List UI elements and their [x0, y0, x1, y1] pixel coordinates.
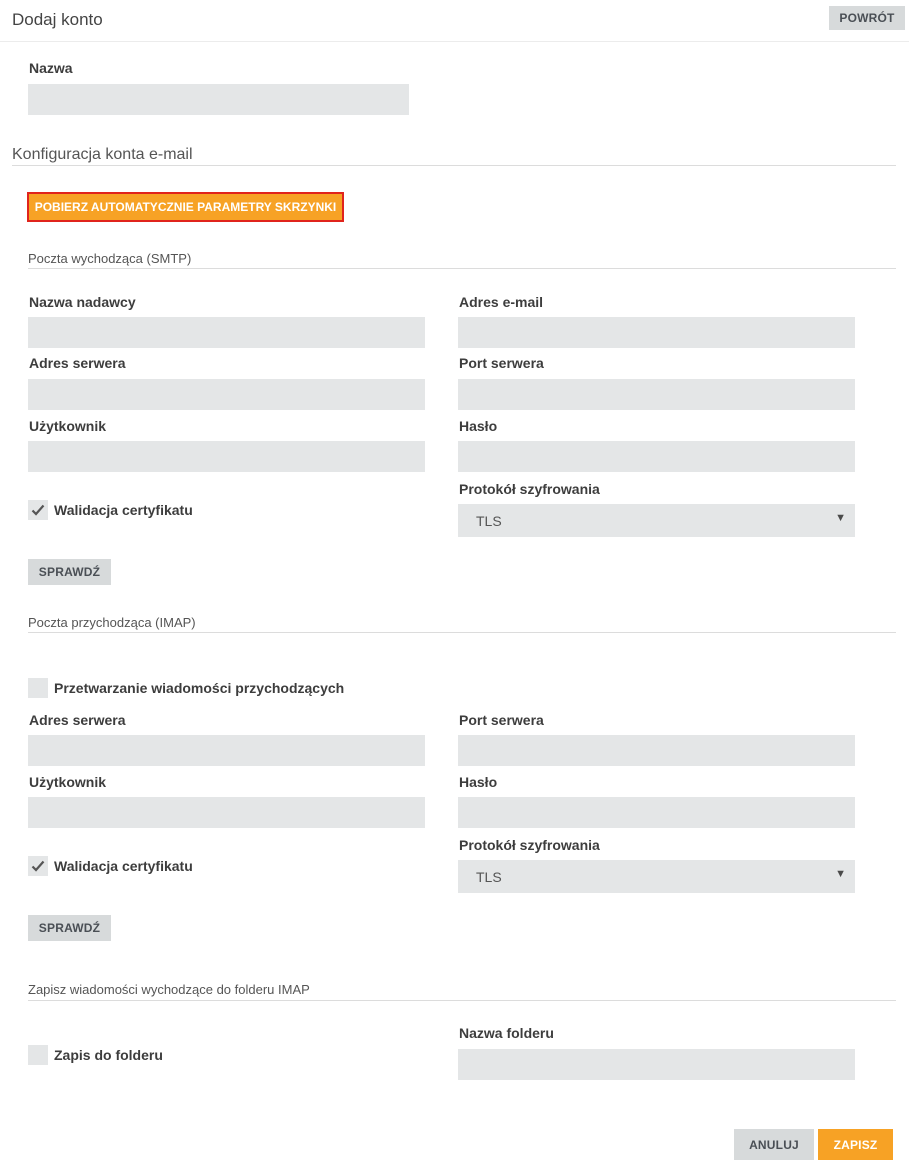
- smtp-protocol-value: TLS: [476, 512, 502, 529]
- smtp-email-input[interactable]: [458, 317, 855, 348]
- smtp-cert-label: Walidacja certyfikatu: [54, 502, 193, 518]
- imap-check-button[interactable]: SPRAWDŹ: [28, 915, 111, 941]
- email-config-divider: [12, 165, 896, 166]
- imap-cert-checkbox-box[interactable]: [28, 856, 48, 876]
- save-button[interactable]: ZAPISZ: [818, 1129, 893, 1160]
- smtp-check-button[interactable]: SPRAWDŹ: [28, 559, 111, 585]
- imap-section-title: Poczta przychodząca (IMAP): [28, 615, 196, 630]
- dropdown-arrow-icon: ▼: [835, 512, 846, 524]
- page-title: Dodaj konto: [12, 10, 103, 29]
- smtp-server-input[interactable]: [28, 379, 425, 410]
- imap-protocol-label: Protokół szyfrowania: [459, 837, 600, 853]
- folder-name-label: Nazwa folderu: [459, 1025, 554, 1041]
- imap-port-input[interactable]: [458, 735, 855, 766]
- smtp-divider: [28, 268, 896, 269]
- smtp-protocol-select[interactable]: [458, 504, 855, 537]
- smtp-sender-name-input[interactable]: [28, 317, 425, 348]
- header-divider: [0, 41, 909, 42]
- folder-name-input[interactable]: [458, 1049, 855, 1080]
- save-folder-divider: [28, 1000, 896, 1001]
- imap-process-label: Przetwarzanie wiadomości przychodzących: [54, 680, 345, 696]
- smtp-cert-validation-checkbox[interactable]: [28, 500, 193, 520]
- smtp-server-label: Adres serwera: [29, 355, 126, 371]
- smtp-port-label: Port serwera: [459, 355, 544, 371]
- save-folder-section-title: Zapisz wiadomości wychodzące do folderu IMAP: [28, 982, 310, 997]
- smtp-sender-name-label: Nazwa nadawcy: [29, 294, 136, 310]
- checkmark-icon: [31, 504, 45, 516]
- smtp-section-title: Poczta wychodząca (SMTP): [28, 251, 192, 266]
- save-folder-label: Zapis do folderu: [54, 1047, 163, 1063]
- back-button[interactable]: POWRÓT: [829, 6, 905, 30]
- imap-cert-validation-checkbox[interactable]: [28, 856, 193, 876]
- imap-server-label: Adres serwera: [29, 712, 126, 728]
- smtp-protocol-label: Protokół szyfrowania: [459, 481, 600, 497]
- imap-port-label: Port serwera: [459, 712, 544, 728]
- save-folder-checkbox[interactable]: [28, 1045, 163, 1065]
- imap-protocol-value: TLS: [476, 868, 502, 885]
- smtp-user-input[interactable]: [28, 441, 425, 472]
- imap-divider: [28, 632, 896, 633]
- smtp-cert-checkbox-box[interactable]: [28, 500, 48, 520]
- imap-user-label: Użytkownik: [29, 774, 107, 790]
- name-input[interactable]: [28, 84, 409, 115]
- smtp-user-label: Użytkownik: [29, 418, 107, 434]
- smtp-password-label: Hasło: [459, 418, 498, 434]
- smtp-password-input[interactable]: [458, 441, 855, 472]
- smtp-port-input[interactable]: [458, 379, 855, 410]
- cancel-button[interactable]: ANULUJ: [734, 1129, 814, 1160]
- imap-cert-label: Walidacja certyfikatu: [54, 858, 193, 874]
- imap-user-input[interactable]: [28, 797, 425, 828]
- imap-password-input[interactable]: [458, 797, 855, 828]
- save-folder-checkbox-box[interactable]: [28, 1045, 48, 1065]
- imap-process-checkbox[interactable]: [28, 678, 344, 698]
- email-config-title: Konfiguracja konta e-mail: [12, 146, 193, 163]
- auto-detect-button[interactable]: POBIERZ AUTOMATYCZNIE PARAMETRY SKRZYNKI: [27, 192, 344, 222]
- imap-protocol-select[interactable]: [458, 860, 855, 893]
- imap-process-checkbox-box[interactable]: [28, 678, 48, 698]
- imap-password-label: Hasło: [459, 774, 498, 790]
- checkmark-icon: [31, 860, 45, 872]
- name-label: Nazwa: [29, 60, 73, 76]
- imap-server-input[interactable]: [28, 735, 425, 766]
- smtp-email-label: Adres e-mail: [459, 294, 544, 310]
- dropdown-arrow-icon: ▼: [835, 868, 846, 880]
